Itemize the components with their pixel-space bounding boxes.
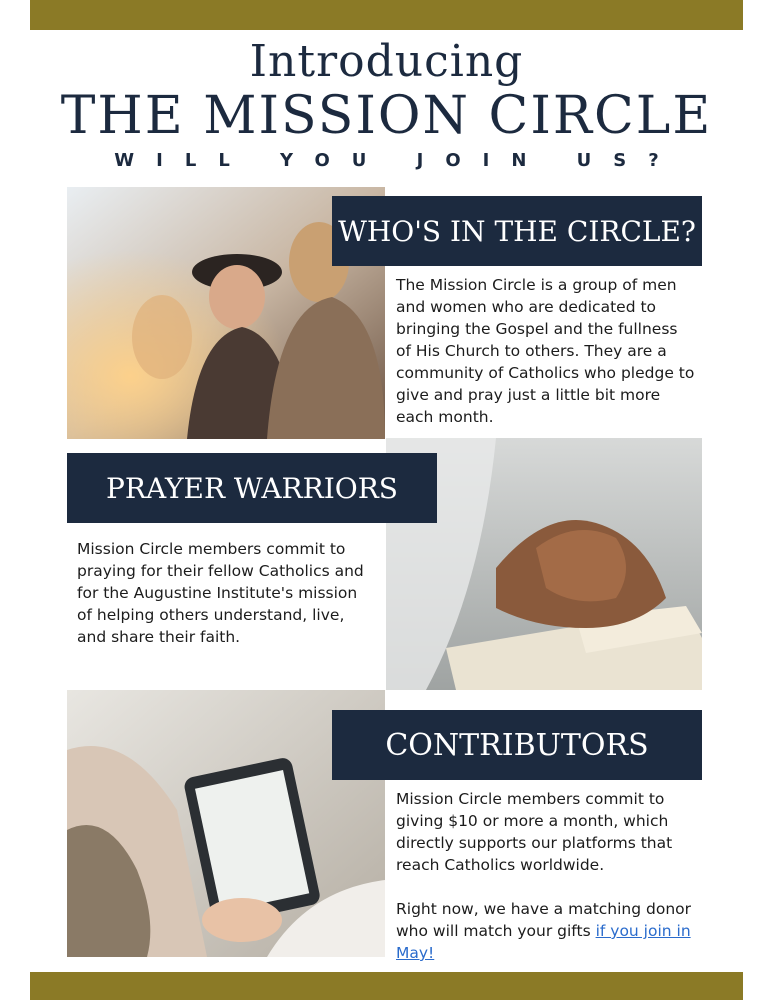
contributors-heading: CONTRIBUTORS [385,727,649,763]
prayer-heading: PRAYER WARRIORS [106,471,398,505]
intro-heading: Introducing [249,36,524,87]
prayer-heading-banner [67,453,437,523]
top-gold-bar [30,0,743,30]
prayer-body: Mission Circle members commit to praying for their fellow Catholics and for the Augustine Institute's mission of helping others understand, live, and share their faith. [77,540,364,646]
matching-donor-prefix: Right now, we have a matching donor who will match your gifts [396,900,692,940]
contributors-body [396,788,696,964]
page-title: THE MISSION CIRCLE [60,86,713,146]
who-heading-banner [332,196,702,266]
tagline: WILL YOU JOIN US? [114,150,681,171]
bottom-gold-bar [30,972,743,1000]
join-in-may-link[interactable]: if you join in May! [396,922,691,962]
who-heading: WHO'S IN THE CIRCLE? [338,214,696,248]
contributors-body-text: Mission Circle members commit to giving $10 or more a month, which directly supports our platforms that reach Catholics worldwide. [396,790,673,874]
contributors-heading-banner [332,710,702,780]
who-body: The Mission Circle is a group of men and women who are dedicated to bringing the Gospel and the fullness of His Church to others. They are a community of Catholics who pledge to give and pray just a little bit more each month. [396,276,695,426]
matching-donor-text [396,898,696,964]
